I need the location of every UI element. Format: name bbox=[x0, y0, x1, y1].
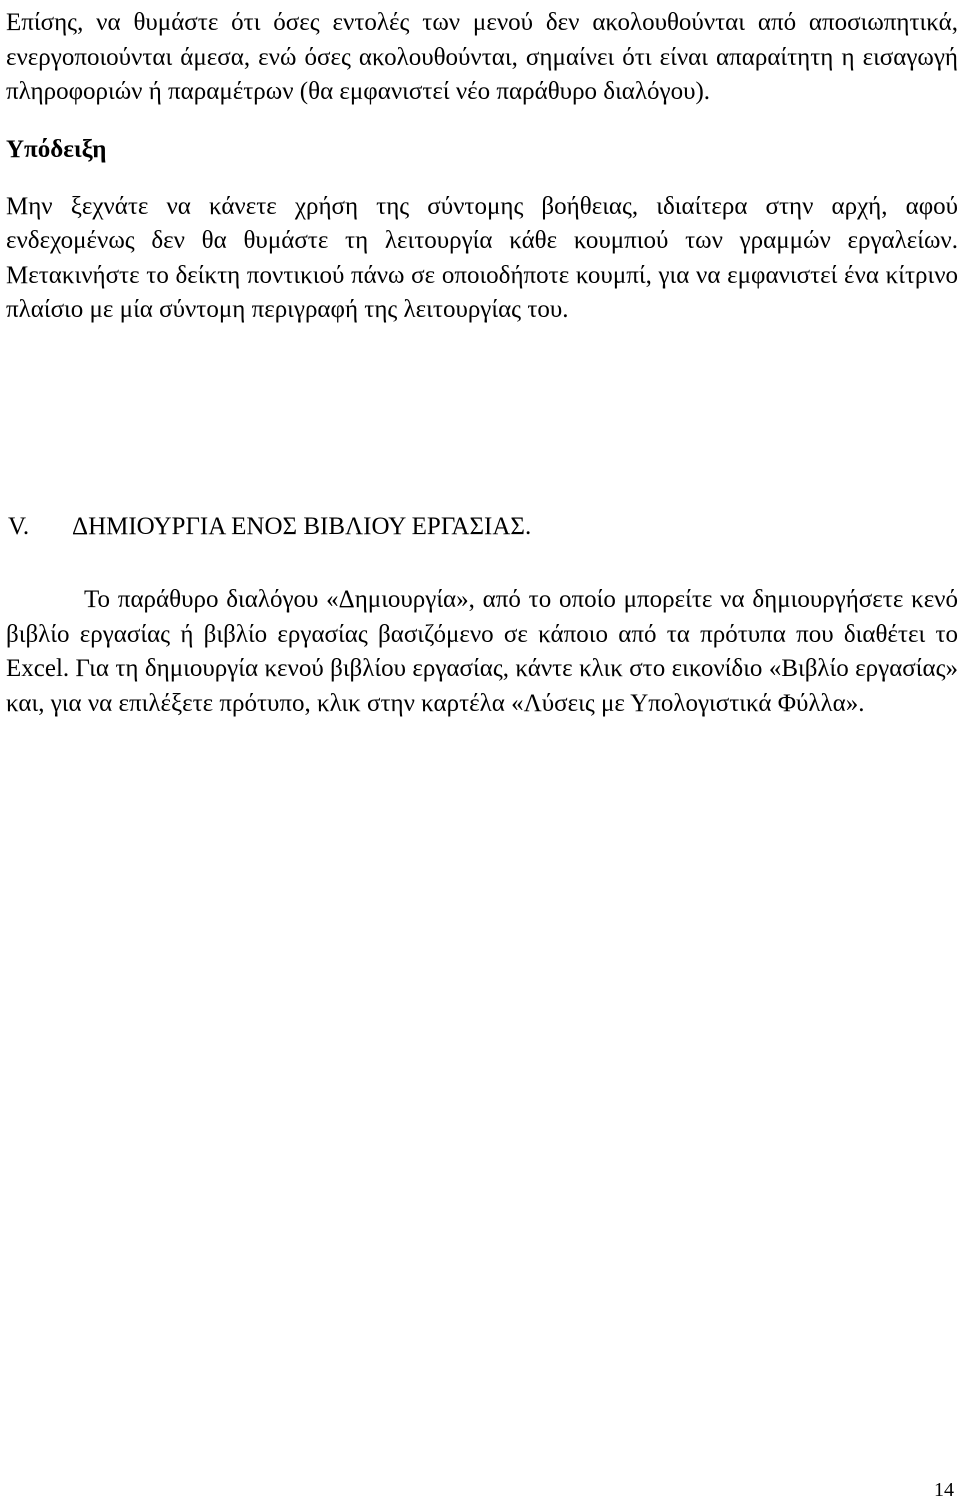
section-heading bbox=[8, 510, 531, 544]
paragraph-create-dialog: Το παράθυρο διαλόγου «Δημιουργία», από το οποίο μπορείτε να δημιουργήσετε κενό βιβλίο εργασίας ή βιβλίο εργασίας βασιζόμενο σε κάποιο από τα πρότυπα που διαθέτει το Excel. Για τη δημιουργία κενού βιβλίου εργασίας, κάντε κλικ στο εικονίδιο «Βιβλίο εργασίας» και, για να επιλέξετε πρότυπο, κλικ στην καρτέλα «Λύσεις με Υπολογιστικά Φύλλα». bbox=[6, 586, 958, 717]
paragraph-quick-help: Μην ξεχνάτε να κάνετε χρήση της σύντομης βοήθειας, ιδιαίτερα στην αρχή, αφού ενδεχομένως δεν θα θυμάστε τη λειτουργία κάθε κουμπιού των γραμμών εργαλείων. Μετακινήστε το δείκτη ποντικιού πάνω σε οποιοδήποτε κουμπί, για να εμφανιστεί ένα κίτρινο πλαίσιο με μία σύντομη περιγραφή της λειτουργίας του. bbox=[6, 192, 958, 323]
section-title-text: ΔΗΜΙΟΥΡΓΙΑ ΕΝΟΣ ΒΙΒΛΙΟΥ ΕΡΓΑΣΙΑΣ. bbox=[72, 513, 532, 540]
page-number: 14 bbox=[934, 1479, 954, 1501]
document-body bbox=[6, 6, 958, 328]
paragraph-menu-commands: Επίσης, να θυμάστε ότι όσες εντολές των μενού δεν ακολουθούνται από αποσιωπητικά, ενεργοποιούνται άμεσα, ενώ όσες ακολουθούνται, σημαίνει ότι είναι απαραίτητη η εισαγωγή πληροφοριών ή παραμέτρων (θα εμφανιστεί νέο παράθυρο διαλόγου). bbox=[6, 9, 958, 105]
section-number: V. bbox=[8, 513, 30, 540]
hint-heading: Υπόδειξη bbox=[6, 135, 107, 163]
